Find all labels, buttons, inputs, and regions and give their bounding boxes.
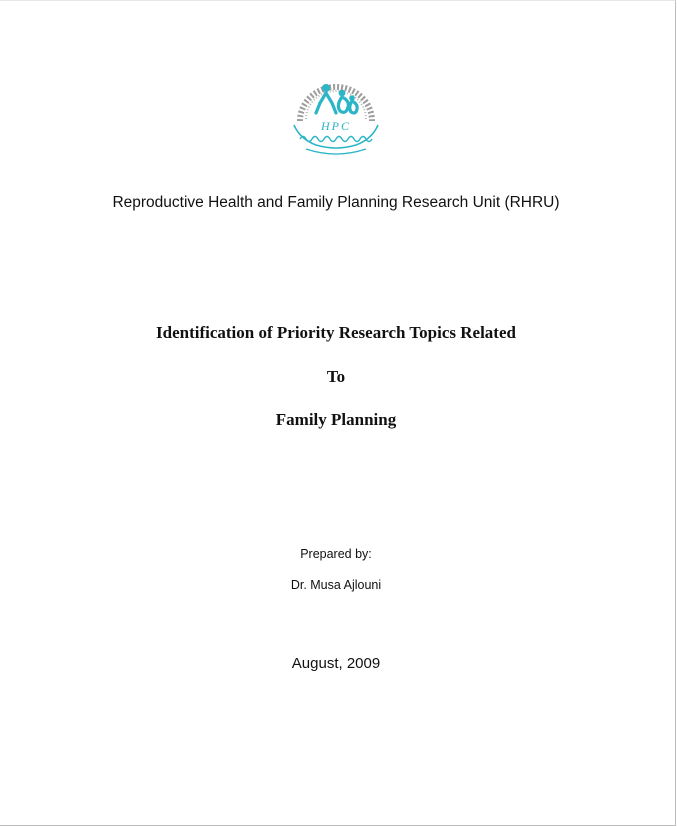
research-unit-name: Reproductive Health and Family Planning Research Unit (RHRU) <box>112 194 560 211</box>
document-title-line-2: To <box>326 367 346 386</box>
hpc-logo <box>286 79 386 161</box>
prepared-by-label: Prepared by: <box>300 547 372 561</box>
publication-date: August, 2009 <box>291 655 381 672</box>
document-title-line-3: Family Planning <box>275 410 397 429</box>
author-name: Dr. Musa Ajlouni <box>290 578 382 592</box>
logo-text: HPC <box>321 119 351 133</box>
document-title-line-1: Identification of Priority Research Topics Related <box>156 323 516 342</box>
